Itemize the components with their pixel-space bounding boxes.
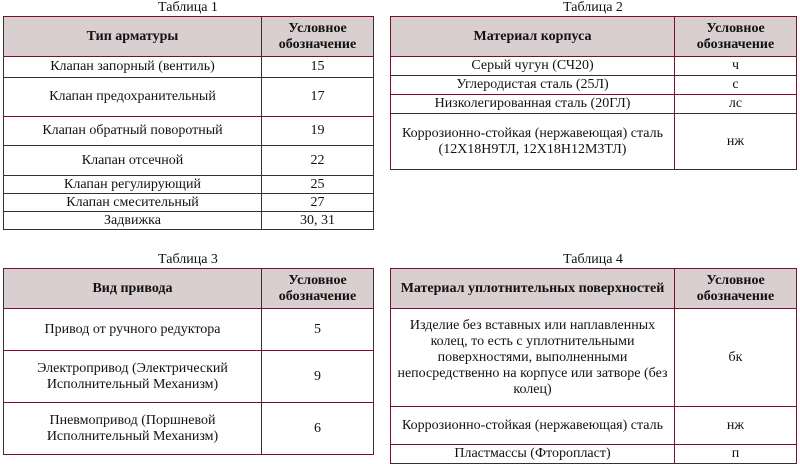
table1-header-code: Условное обозначение	[262, 17, 374, 57]
table-row	[4, 78, 374, 117]
table2-cell-material: Низколегированная сталь (20ГЛ)	[391, 95, 675, 114]
table-row	[4, 194, 374, 212]
table1-cell-code: 15	[262, 57, 374, 78]
table-row	[4, 403, 374, 455]
table1-cell-type: Клапан обратный поворотный	[4, 117, 262, 146]
table1-header-type: Тип арматуры	[4, 17, 262, 57]
table3-header-drive: Вид привода	[4, 269, 262, 309]
table4-cell-code: бк	[675, 309, 797, 407]
table3-cell-drive: Пневмопривод (Поршневой Исполнительный Механизм)	[4, 403, 262, 455]
table2-header-material: Материал корпуса	[391, 17, 675, 57]
table3-block	[3, 252, 373, 455]
table4-cell-material: Изделие без вставных или наплавленных колец, то есть с уплотнительными поверхностями, выполненными непосредственно на корпусе или затворе (без колец)	[391, 309, 675, 407]
table4-caption: Таблица 4	[563, 252, 623, 267]
table-row	[391, 445, 797, 464]
table1-cell-code: 22	[262, 146, 374, 176]
table2-cell-material: Коррозионно-стойкая (нержавеющая) сталь (12Х18Н9ТЛ, 12Х18Н12М3ТЛ)	[391, 114, 675, 170]
table1-cell-code: 30, 31	[262, 212, 374, 230]
table1-cell-code: 19	[262, 117, 374, 146]
table2	[390, 16, 797, 170]
table3-cell-code: 6	[262, 403, 374, 455]
table3-caption: Таблица 3	[158, 252, 218, 267]
table3-header-code: Условное обозначение	[262, 269, 374, 309]
table3-cell-drive: Привод от ручного редуктора	[4, 309, 262, 351]
table2-block	[390, 0, 796, 170]
table1-cell-type: Клапан регулирующий	[4, 176, 262, 194]
table4-header-code: Условное обозначение	[675, 269, 797, 309]
table-row	[4, 212, 374, 230]
table1-cell-type: Клапан предохранительный	[4, 78, 262, 117]
table2-cell-code: ч	[675, 57, 797, 76]
table-row	[391, 76, 797, 95]
table4-cell-code: нж	[675, 407, 797, 445]
table2-cell-code: с	[675, 76, 797, 95]
table4-cell-material: Коррозионно-стойкая (нержавеющая) сталь	[391, 407, 675, 445]
table1-cell-type: Задвижка	[4, 212, 262, 230]
table1	[3, 16, 374, 230]
table3	[3, 268, 374, 455]
table2-cell-material: Углеродистая сталь (25Л)	[391, 76, 675, 95]
table-row	[4, 351, 374, 403]
table1-header-row	[4, 17, 374, 57]
table-row	[4, 309, 374, 351]
table4	[390, 268, 797, 464]
table1-cell-code: 27	[262, 194, 374, 212]
table1-cell-type: Клапан запорный (вентиль)	[4, 57, 262, 78]
table-row	[391, 309, 797, 407]
table-row	[391, 57, 797, 76]
table3-header-row	[4, 269, 374, 309]
table-row	[4, 57, 374, 78]
table1-cell-code: 17	[262, 78, 374, 117]
table3-cell-drive: Электропривод (Электрический Исполнительный Механизм)	[4, 351, 262, 403]
table-row	[391, 95, 797, 114]
table4-cell-code: п	[675, 445, 797, 464]
table-row	[4, 176, 374, 194]
table1-block	[3, 0, 373, 230]
table4-cell-material: Пластмассы (Фторопласт)	[391, 445, 675, 464]
table4-block	[390, 252, 796, 464]
table3-cell-code: 9	[262, 351, 374, 403]
table4-header-material: Материал уплотнительных поверхностей	[391, 269, 675, 309]
table1-cell-type: Клапан отсечной	[4, 146, 262, 176]
table1-cell-code: 25	[262, 176, 374, 194]
table-row	[4, 146, 374, 176]
table-row	[391, 407, 797, 445]
table2-header-code: Условное обозначение	[675, 17, 797, 57]
table1-caption: Таблица 1	[158, 0, 218, 15]
table2-caption: Таблица 2	[563, 0, 623, 15]
table1-cell-type: Клапан смесительный	[4, 194, 262, 212]
table2-cell-code: нж	[675, 114, 797, 170]
table-row	[4, 117, 374, 146]
table2-cell-material: Серый чугун (СЧ20)	[391, 57, 675, 76]
table-row	[391, 114, 797, 170]
table2-header-row	[391, 17, 797, 57]
table3-cell-code: 5	[262, 309, 374, 351]
table2-cell-code: лс	[675, 95, 797, 114]
table4-header-row	[391, 269, 797, 309]
